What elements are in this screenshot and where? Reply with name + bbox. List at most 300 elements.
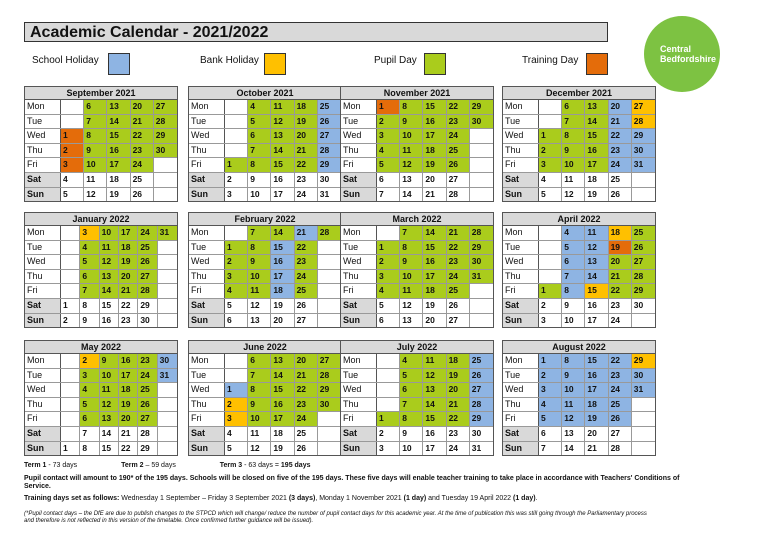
week-row — [189, 129, 341, 144]
day-cell: 23 — [609, 144, 632, 158]
day-cell — [225, 129, 248, 143]
weekday-label: Fri — [25, 158, 61, 172]
day-cell: 22 — [119, 442, 138, 456]
day-cell: 24 — [295, 412, 318, 426]
day-cell — [61, 226, 80, 240]
day-cell — [61, 255, 80, 269]
day-cell — [632, 188, 655, 202]
week-row — [189, 383, 341, 398]
page-title: Academic Calendar - 2021/2022 — [30, 24, 269, 41]
day-cell: 28 — [318, 144, 341, 158]
day-cell: 1 — [61, 442, 80, 456]
week-row — [503, 144, 655, 159]
day-cell — [158, 398, 177, 412]
day-cell: 23 — [295, 398, 318, 412]
week-row — [189, 158, 341, 173]
day-cell: 10 — [84, 158, 107, 172]
day-cell: 5 — [225, 442, 248, 456]
day-cell: 26 — [470, 369, 493, 383]
day-cell — [377, 354, 400, 368]
day-cell: 18 — [609, 226, 632, 240]
day-cell: 17 — [119, 369, 138, 383]
week-row — [503, 226, 655, 241]
day-cell: 28 — [447, 188, 470, 202]
day-cell: 19 — [107, 188, 130, 202]
day-cell: 18 — [447, 354, 470, 368]
day-cell — [318, 442, 341, 456]
weekday-label: Mon — [503, 354, 539, 368]
day-cell: 6 — [539, 427, 562, 441]
day-cell: 5 — [400, 369, 423, 383]
day-cell — [470, 284, 493, 298]
day-cell: 24 — [447, 442, 470, 456]
day-cell: 10 — [400, 442, 423, 456]
day-cell: 21 — [119, 427, 138, 441]
day-cell: 30 — [470, 427, 493, 441]
day-cell — [539, 100, 562, 114]
day-cell: 23 — [609, 369, 632, 383]
day-cell — [158, 442, 177, 456]
logo-line-1: Central — [660, 44, 692, 54]
weekday-label: Thu — [503, 398, 539, 412]
day-cell: 16 — [107, 144, 130, 158]
day-cell: 13 — [585, 255, 608, 269]
week-row — [341, 158, 493, 173]
month-block — [502, 340, 656, 456]
day-cell — [377, 226, 400, 240]
day-cell: 4 — [61, 173, 84, 187]
day-cell: 12 — [400, 158, 423, 172]
weekday-label: Thu — [341, 144, 377, 158]
day-cell — [377, 398, 400, 412]
day-cell: 24 — [609, 383, 632, 397]
day-cell: 30 — [470, 115, 493, 129]
day-cell — [158, 383, 177, 397]
day-cell: 3 — [539, 383, 562, 397]
day-cell: 20 — [271, 314, 294, 328]
day-cell — [61, 241, 80, 255]
day-cell: 30 — [318, 398, 341, 412]
day-cell: 15 — [423, 412, 446, 426]
week-row — [341, 241, 493, 256]
month-block — [24, 86, 178, 202]
day-cell: 13 — [248, 314, 271, 328]
day-cell: 1 — [61, 299, 80, 313]
day-cell — [225, 100, 248, 114]
day-cell: 17 — [585, 314, 608, 328]
weekday-label: Sun — [25, 314, 61, 328]
day-cell: 20 — [119, 270, 138, 284]
day-cell: 23 — [447, 115, 470, 129]
day-cell: 8 — [562, 354, 585, 368]
day-cell: 30 — [632, 299, 655, 313]
day-cell: 8 — [248, 241, 271, 255]
weekday-label: Wed — [25, 383, 61, 397]
month-block — [340, 340, 494, 456]
day-cell: 19 — [295, 115, 318, 129]
day-cell: 20 — [295, 354, 318, 368]
month-title: November 2021 — [341, 87, 493, 100]
day-cell: 31 — [632, 158, 655, 172]
day-cell: 17 — [585, 158, 608, 172]
day-cell: 24 — [131, 158, 154, 172]
day-cell — [539, 115, 562, 129]
day-cell: 2 — [225, 173, 248, 187]
day-cell: 27 — [632, 255, 655, 269]
day-cell: 20 — [119, 412, 138, 426]
day-cell: 11 — [271, 100, 294, 114]
day-cell: 25 — [609, 173, 632, 187]
day-cell: 14 — [400, 188, 423, 202]
footnote-line-2: and therefore is not reflected in this version of the timetable. Once confirmed further guidance will be issued). — [24, 518, 314, 524]
day-cell: 31 — [632, 383, 655, 397]
day-cell: 7 — [400, 226, 423, 240]
day-cell: 24 — [138, 369, 157, 383]
week-row — [503, 241, 655, 256]
month-block — [502, 212, 656, 328]
day-cell: 25 — [295, 284, 318, 298]
day-cell: 13 — [400, 314, 423, 328]
day-cell: 18 — [119, 241, 138, 255]
day-cell: 13 — [107, 100, 130, 114]
day-cell: 19 — [609, 241, 632, 255]
weekday-label: Wed — [503, 383, 539, 397]
day-cell: 28 — [318, 226, 341, 240]
week-row — [25, 255, 177, 270]
day-cell — [318, 255, 341, 269]
term3-label: Term 3 — [219, 462, 243, 469]
day-cell — [154, 188, 177, 202]
weekday-label: Fri — [341, 284, 377, 298]
day-cell: 12 — [84, 188, 107, 202]
day-cell: 30 — [154, 144, 177, 158]
weekday-label: Mon — [189, 100, 225, 114]
day-cell: 15 — [423, 100, 446, 114]
weekday-label: Fri — [503, 158, 539, 172]
day-cell: 2 — [225, 255, 248, 269]
day-cell: 28 — [154, 115, 177, 129]
weekday-label: Mon — [503, 226, 539, 240]
day-cell: 11 — [248, 427, 271, 441]
day-cell: 18 — [295, 100, 318, 114]
weekday-label: Sun — [189, 314, 225, 328]
week-row — [503, 100, 655, 115]
day-cell: 11 — [400, 144, 423, 158]
day-cell: 28 — [470, 226, 493, 240]
day-cell: 7 — [562, 270, 585, 284]
day-cell: 16 — [423, 427, 446, 441]
title-bar — [24, 22, 608, 42]
day-cell — [318, 241, 341, 255]
day-cell: 22 — [295, 241, 318, 255]
day-cell: 2 — [80, 354, 99, 368]
day-cell: 25 — [447, 144, 470, 158]
day-cell: 4 — [539, 398, 562, 412]
footnote-line-1: (*Pupil contact days – the DfE are due to publish changes to the STPCD which will change/ reduce the number of pupil contact days for this academic year. At the time of publication this was still going through the Parliamentary process — [24, 511, 647, 517]
day-cell: 6 — [248, 354, 271, 368]
day-cell: 11 — [100, 383, 119, 397]
day-cell: 14 — [423, 226, 446, 240]
day-cell: 30 — [632, 369, 655, 383]
day-cell: 16 — [271, 173, 294, 187]
day-cell: 28 — [318, 369, 341, 383]
day-cell: 29 — [318, 158, 341, 172]
weekday-label: Thu — [189, 144, 225, 158]
day-cell: 2 — [61, 314, 80, 328]
weekday-label: Mon — [503, 100, 539, 114]
day-cell: 24 — [295, 188, 318, 202]
day-cell: 29 — [632, 284, 655, 298]
day-cell: 18 — [585, 398, 608, 412]
day-cell: 27 — [154, 100, 177, 114]
month-title: September 2021 — [25, 87, 177, 100]
day-cell: 23 — [119, 314, 138, 328]
week-row — [25, 427, 177, 442]
weekday-label: Sat — [25, 173, 61, 187]
day-cell — [539, 226, 562, 240]
day-cell: 27 — [447, 314, 470, 328]
day-cell: 3 — [225, 412, 248, 426]
day-cell: 2 — [377, 115, 400, 129]
week-row — [25, 299, 177, 314]
day-cell: 27 — [609, 427, 632, 441]
day-cell: 7 — [248, 226, 271, 240]
week-row — [189, 241, 341, 256]
day-cell: 10 — [562, 314, 585, 328]
day-cell: 25 — [632, 226, 655, 240]
training-b-days: (1 day) — [403, 495, 427, 502]
day-cell: 20 — [295, 129, 318, 143]
day-cell: 19 — [423, 158, 446, 172]
weekday-label: Mon — [341, 354, 377, 368]
day-cell — [632, 314, 655, 328]
day-cell: 1 — [539, 354, 562, 368]
day-cell: 15 — [585, 354, 608, 368]
day-cell: 25 — [295, 427, 318, 441]
day-cell — [632, 398, 655, 412]
week-row — [25, 158, 177, 173]
day-cell: 4 — [562, 226, 585, 240]
weekday-label: Sun — [341, 314, 377, 328]
day-cell: 3 — [225, 270, 248, 284]
day-cell: 14 — [585, 115, 608, 129]
weekday-label: Sun — [25, 188, 61, 202]
day-cell: 27 — [138, 412, 157, 426]
day-cell: 26 — [138, 398, 157, 412]
day-cell: 9 — [100, 354, 119, 368]
week-row — [503, 383, 655, 398]
day-cell: 9 — [562, 144, 585, 158]
day-cell: 10 — [248, 412, 271, 426]
day-cell: 25 — [131, 173, 154, 187]
term2-label: Term 2 — [121, 462, 144, 469]
total-days: 195 days — [280, 462, 311, 469]
day-cell: 22 — [295, 383, 318, 397]
day-cell: 18 — [271, 284, 294, 298]
day-cell: 1 — [225, 158, 248, 172]
month-block — [24, 212, 178, 328]
weekday-label: Tue — [503, 115, 539, 129]
day-cell: 15 — [100, 299, 119, 313]
day-cell: 16 — [423, 255, 446, 269]
weekday-label: Sun — [341, 188, 377, 202]
day-cell: 11 — [585, 226, 608, 240]
weekday-label: Tue — [341, 241, 377, 255]
legend-swatch-bank-holiday — [264, 53, 286, 75]
day-cell: 13 — [271, 354, 294, 368]
day-cell — [158, 299, 177, 313]
day-cell: 12 — [562, 188, 585, 202]
day-cell: 11 — [100, 241, 119, 255]
day-cell: 30 — [318, 173, 341, 187]
day-cell: 7 — [248, 144, 271, 158]
day-cell: 5 — [61, 188, 84, 202]
day-cell: 4 — [248, 100, 271, 114]
week-row — [341, 398, 493, 413]
day-cell: 8 — [562, 284, 585, 298]
weekday-label: Thu — [25, 144, 61, 158]
day-cell: 21 — [295, 144, 318, 158]
day-cell: 8 — [562, 129, 585, 143]
day-cell: 8 — [80, 299, 99, 313]
day-cell: 29 — [154, 129, 177, 143]
day-cell: 15 — [107, 129, 130, 143]
day-cell: 16 — [585, 369, 608, 383]
weekday-label: Sat — [503, 427, 539, 441]
month-block — [502, 86, 656, 202]
day-cell: 24 — [609, 158, 632, 172]
day-cell: 15 — [271, 241, 294, 255]
weekday-label: Tue — [189, 115, 225, 129]
day-cell — [470, 129, 493, 143]
week-row — [503, 299, 655, 314]
weekday-label: Wed — [503, 129, 539, 143]
weekday-label: Tue — [25, 241, 61, 255]
day-cell: 8 — [80, 442, 99, 456]
week-row — [189, 173, 341, 188]
day-cell: 5 — [377, 299, 400, 313]
week-row — [341, 314, 493, 328]
weekday-label: Tue — [341, 115, 377, 129]
day-cell: 4 — [80, 383, 99, 397]
day-cell: 8 — [400, 100, 423, 114]
month-title: January 2022 — [25, 213, 177, 226]
day-cell: 16 — [100, 314, 119, 328]
weekday-label: Sat — [25, 427, 61, 441]
day-cell: 10 — [400, 129, 423, 143]
weekday-label: Thu — [503, 144, 539, 158]
legend-swatch-school-holiday — [108, 53, 130, 75]
day-cell: 6 — [80, 412, 99, 426]
day-cell — [632, 442, 655, 456]
day-cell: 12 — [400, 299, 423, 313]
day-cell: 3 — [61, 158, 84, 172]
day-cell: 16 — [271, 255, 294, 269]
weekday-label: Fri — [25, 284, 61, 298]
day-cell: 13 — [585, 100, 608, 114]
day-cell — [154, 173, 177, 187]
day-cell — [158, 270, 177, 284]
day-cell: 13 — [400, 173, 423, 187]
day-cell: 22 — [119, 299, 138, 313]
day-cell: 15 — [100, 442, 119, 456]
day-cell: 14 — [100, 284, 119, 298]
day-cell: 19 — [119, 398, 138, 412]
day-cell — [318, 427, 341, 441]
day-cell: 14 — [585, 270, 608, 284]
day-cell — [158, 427, 177, 441]
day-cell: 11 — [84, 173, 107, 187]
day-cell: 1 — [225, 383, 248, 397]
weekday-label: Wed — [341, 255, 377, 269]
term-summary — [24, 462, 311, 470]
day-cell: 21 — [295, 369, 318, 383]
week-row — [341, 129, 493, 144]
day-cell: 27 — [138, 270, 157, 284]
weekday-label: Wed — [189, 129, 225, 143]
weekday-label: Sun — [503, 314, 539, 328]
week-row — [341, 144, 493, 159]
training-a: Wednesday 1 September – Friday 3 September 2021 — [119, 495, 289, 502]
week-row — [25, 100, 177, 115]
day-cell: 28 — [632, 270, 655, 284]
weekday-label: Mon — [25, 354, 61, 368]
day-cell: 2 — [539, 369, 562, 383]
legend-label-training-day: Training Day — [522, 55, 579, 66]
day-cell: 6 — [84, 100, 107, 114]
day-cell: 10 — [100, 369, 119, 383]
day-cell: 22 — [131, 129, 154, 143]
day-cell: 17 — [271, 412, 294, 426]
day-cell: 9 — [562, 299, 585, 313]
week-row — [189, 115, 341, 130]
day-cell: 20 — [423, 173, 446, 187]
week-row — [341, 100, 493, 115]
day-cell: 29 — [470, 412, 493, 426]
day-cell: 7 — [400, 398, 423, 412]
day-cell: 27 — [470, 383, 493, 397]
day-cell: 10 — [562, 383, 585, 397]
week-row — [189, 369, 341, 384]
day-cell: 1 — [539, 284, 562, 298]
week-row — [503, 115, 655, 130]
training-note — [24, 495, 538, 503]
day-cell: 27 — [318, 129, 341, 143]
day-cell: 24 — [138, 226, 157, 240]
day-cell: 26 — [131, 188, 154, 202]
weekday-label: Fri — [189, 158, 225, 172]
day-cell: 12 — [248, 299, 271, 313]
day-cell: 23 — [295, 255, 318, 269]
day-cell: 8 — [248, 158, 271, 172]
day-cell: 21 — [423, 188, 446, 202]
day-cell: 9 — [562, 369, 585, 383]
day-cell: 9 — [400, 427, 423, 441]
legend-label-pupil-day: Pupil Day — [374, 55, 417, 66]
week-row — [503, 442, 655, 456]
weekday-label: Wed — [189, 255, 225, 269]
week-row — [503, 188, 655, 202]
training-d: . — [535, 495, 538, 502]
day-cell: 11 — [562, 398, 585, 412]
day-cell: 29 — [470, 100, 493, 114]
day-cell: 19 — [585, 188, 608, 202]
day-cell: 1 — [377, 412, 400, 426]
logo-line-2: Bedfordshire — [660, 54, 717, 64]
day-cell: 2 — [539, 299, 562, 313]
day-cell: 19 — [119, 255, 138, 269]
day-cell: 3 — [80, 226, 99, 240]
